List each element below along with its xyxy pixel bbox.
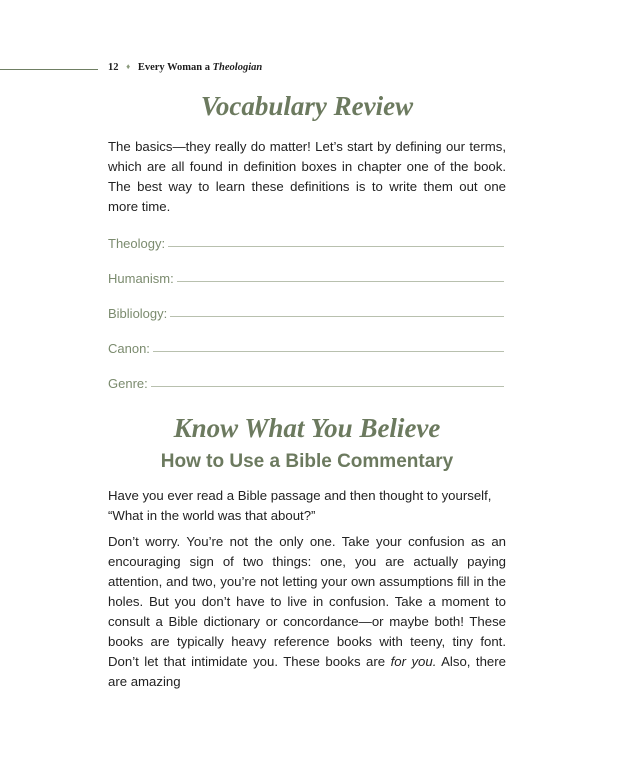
write-in-line[interactable] bbox=[168, 246, 504, 247]
vocabulary-intro bbox=[108, 137, 506, 217]
vocab-row-genre[interactable] bbox=[108, 371, 504, 391]
vocab-label: Bibliology: bbox=[108, 306, 168, 321]
running-head bbox=[108, 62, 262, 73]
vocab-label: Canon: bbox=[108, 341, 150, 356]
vocab-label: Theology: bbox=[108, 236, 166, 251]
book-title bbox=[138, 62, 262, 73]
write-in-line[interactable] bbox=[151, 386, 504, 387]
para-2-emphasis: for you. bbox=[390, 654, 437, 669]
vocab-row-humanism[interactable] bbox=[108, 266, 504, 286]
vocab-row-theology[interactable] bbox=[108, 231, 504, 251]
know-what-you-believe-heading: Know What You Believe bbox=[173, 413, 441, 443]
believe-para-1-text: Have you ever read a Bible passage and then thought to yourself, “What in the world was that about?” bbox=[108, 488, 492, 523]
header-rule bbox=[0, 69, 98, 70]
book-title-emphasis: Theologian bbox=[212, 62, 263, 73]
vocab-row-bibliology[interactable] bbox=[108, 301, 504, 321]
commentary-subheading: How to Use a Bible Commentary bbox=[160, 451, 454, 472]
diamond-icon: ♦ bbox=[126, 62, 131, 71]
write-in-line[interactable] bbox=[153, 351, 504, 352]
vocab-row-canon[interactable] bbox=[108, 336, 504, 356]
book-title-prefix: Every Woman a bbox=[137, 62, 213, 73]
vocab-label: Humanism: bbox=[108, 271, 174, 286]
write-in-line[interactable] bbox=[177, 281, 504, 282]
para-2-text-start: Don’t worry. You’re not the only one. Take your confusion as an encouraging sign of two things: one, you are actually paying attention, and two, you’re not letting your own assumptions fill in the holes. But you don’t have to live in confusion. Take a moment to consult a Bible dictionary or concordance—or maybe both! These books are typically heavy reference books with teeny, tiny font. Don’t let that intimidate you. These books are bbox=[108, 534, 506, 669]
vocabulary-intro-text: The basics—they really do matter! Let’s start by defining our terms, which are all found in definition boxes in chapter one of the book. The best way to learn these definitions is to write them out one more time. bbox=[108, 139, 506, 214]
vocab-label: Genre: bbox=[108, 376, 148, 391]
page-number: 12 bbox=[108, 62, 119, 73]
write-in-line[interactable] bbox=[170, 316, 504, 317]
believe-para-1 bbox=[108, 486, 506, 526]
believe-para-2-text bbox=[108, 532, 506, 692]
believe-para-2 bbox=[108, 532, 506, 692]
para-2-text-end: Also, there are amazing bbox=[108, 654, 506, 689]
vocabulary-review-heading: Vocabulary Review bbox=[200, 91, 414, 121]
